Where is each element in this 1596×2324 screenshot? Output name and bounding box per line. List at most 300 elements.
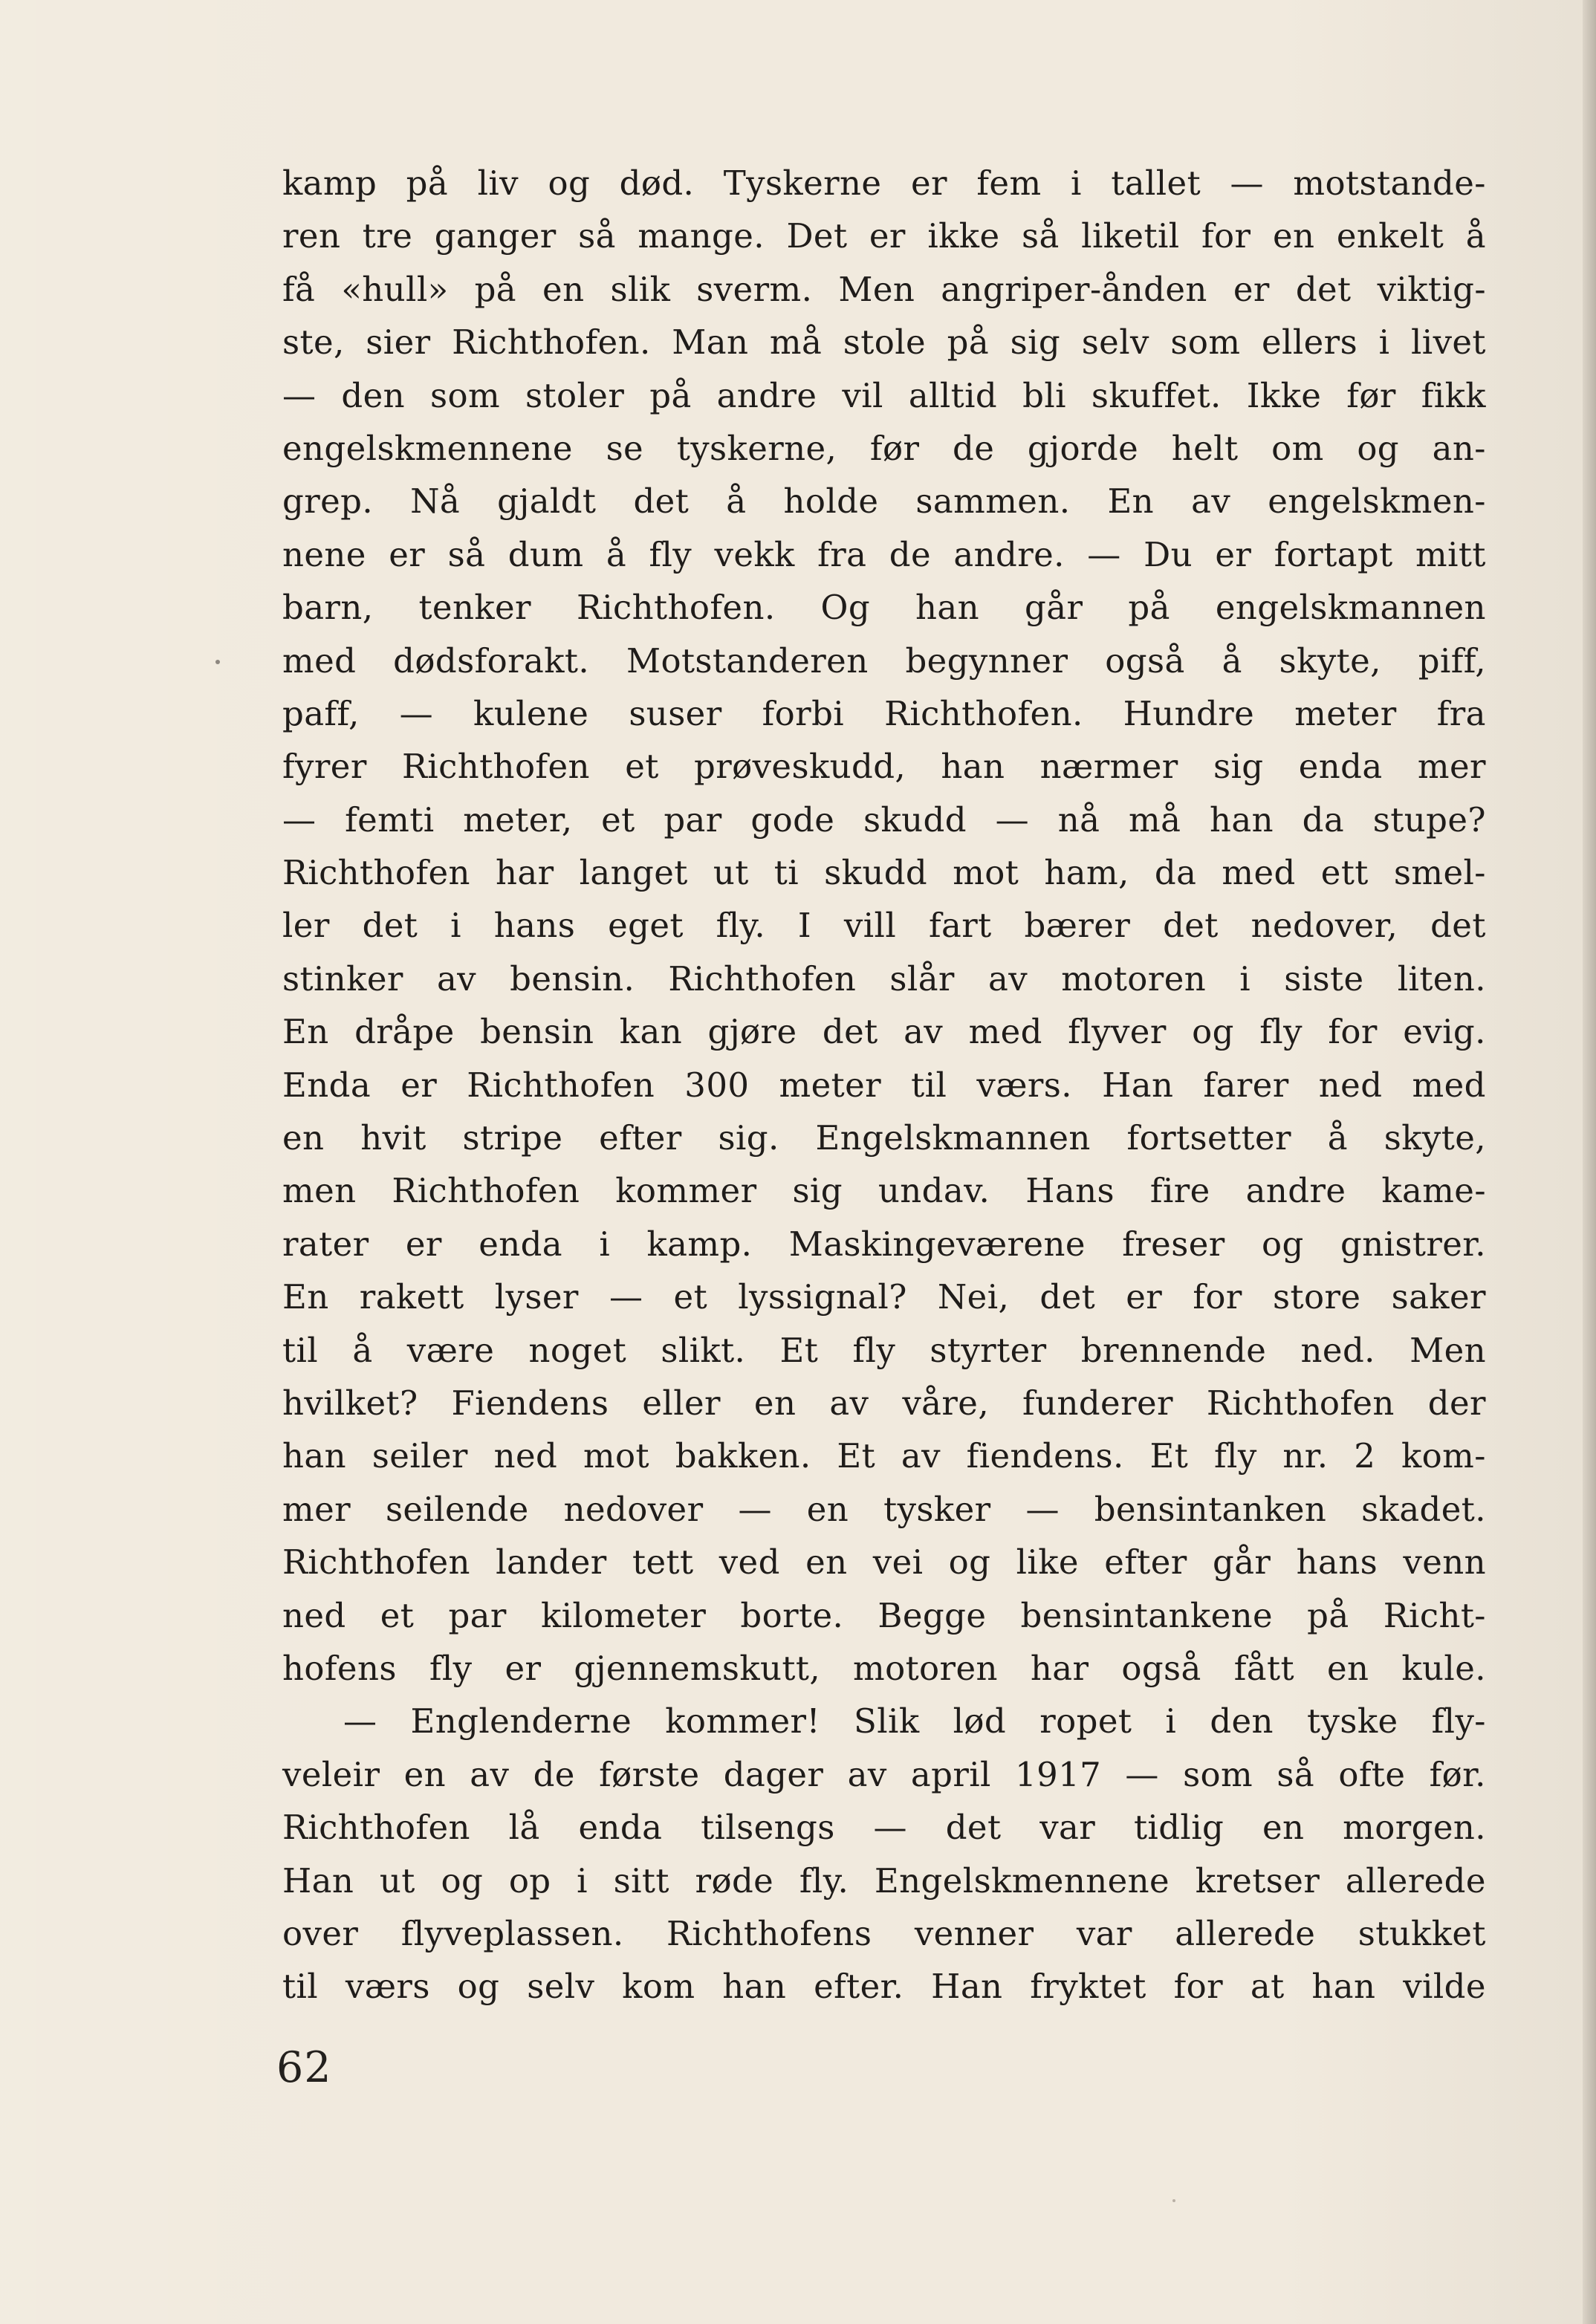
word: lyser xyxy=(494,1277,579,1317)
word: paff, xyxy=(282,693,360,733)
word: Begge xyxy=(878,1595,987,1635)
word: ste, xyxy=(282,322,345,363)
word: meter xyxy=(1294,693,1397,733)
word: enkelt xyxy=(1336,216,1444,256)
word: ut xyxy=(379,1860,415,1901)
word: Slik xyxy=(854,1701,920,1742)
word: Og xyxy=(820,588,871,628)
word: enda xyxy=(578,1808,663,1848)
word: Richthofen xyxy=(282,1808,470,1848)
word: vill xyxy=(843,906,897,946)
word: nene xyxy=(282,534,366,574)
word: tyskerne, xyxy=(676,428,837,468)
word: stupe? xyxy=(1372,799,1486,840)
text-line xyxy=(282,899,1486,952)
word: alltid xyxy=(908,375,998,415)
word: som xyxy=(1170,322,1241,363)
word: veleir xyxy=(282,1754,380,1794)
word: hans xyxy=(1296,1542,1378,1583)
word: av xyxy=(436,958,476,999)
word: over xyxy=(282,1913,359,1953)
word: eller xyxy=(642,1383,721,1423)
word: an- xyxy=(1432,428,1486,468)
word: så xyxy=(1021,216,1060,256)
word: av xyxy=(901,1436,941,1476)
word: de xyxy=(953,428,995,468)
word: Han xyxy=(282,1860,354,1901)
word: mer xyxy=(282,1489,351,1529)
text-line xyxy=(282,1059,1486,1111)
word: for xyxy=(1328,1012,1378,1052)
word: — xyxy=(399,693,434,733)
word: av xyxy=(829,1383,869,1423)
text-line xyxy=(282,422,1486,475)
text-line xyxy=(282,793,1486,846)
word: fly xyxy=(1259,1012,1303,1052)
word: tenker xyxy=(418,588,531,628)
word: bensin. xyxy=(510,958,635,999)
word: selv xyxy=(527,1967,595,2007)
word: ropet xyxy=(1039,1701,1132,1742)
word: i xyxy=(450,906,461,946)
word: med xyxy=(282,640,357,681)
text-line xyxy=(282,1218,1486,1270)
page-edge-shadow xyxy=(1583,0,1596,2324)
word: lå xyxy=(508,1808,540,1848)
word: saker xyxy=(1391,1277,1486,1317)
word: gjennemskutt, xyxy=(574,1648,821,1688)
word: Richthofen xyxy=(282,1542,470,1583)
word: venn xyxy=(1403,1542,1486,1583)
body-text xyxy=(282,157,1486,2013)
text-line xyxy=(282,1005,1486,1058)
word: å xyxy=(352,1330,373,1370)
word: sitt xyxy=(613,1860,669,1901)
word: Maskingeværene xyxy=(788,1224,1086,1264)
word: dager xyxy=(723,1754,824,1794)
word: fikk xyxy=(1421,375,1486,415)
word: det xyxy=(633,481,690,522)
word: er xyxy=(1233,269,1270,309)
word: undav. xyxy=(878,1171,990,1211)
word: kule. xyxy=(1401,1648,1486,1688)
word: ler xyxy=(282,906,330,946)
page-number: 62 xyxy=(276,2043,332,2092)
word: å xyxy=(1465,216,1486,256)
word: som xyxy=(1183,1754,1253,1794)
word: går xyxy=(1212,1542,1271,1583)
word: det xyxy=(1295,269,1352,309)
word: angriper-ånden xyxy=(941,269,1207,309)
word: en xyxy=(805,1542,848,1583)
word: fem xyxy=(976,163,1042,203)
word: suser xyxy=(629,693,722,733)
word: en xyxy=(542,269,585,309)
word: par xyxy=(448,1595,507,1635)
word: hvit xyxy=(360,1118,426,1158)
text-line xyxy=(282,1748,1486,1801)
text-line xyxy=(282,1960,1486,2013)
word: der xyxy=(1427,1383,1486,1423)
word: bakken. xyxy=(675,1436,811,1476)
word: fortsetter xyxy=(1126,1118,1291,1158)
word: men xyxy=(282,1171,357,1211)
word: Men xyxy=(1410,1330,1486,1370)
word: 300 xyxy=(684,1065,750,1105)
word: engelskmannen xyxy=(1215,588,1486,628)
word: like xyxy=(1016,1542,1079,1583)
word: Motstanderen xyxy=(626,640,869,681)
word: mot xyxy=(953,853,1019,893)
word: den xyxy=(1210,1701,1274,1742)
word: ofte xyxy=(1338,1754,1406,1794)
word: som xyxy=(430,375,501,415)
word: i xyxy=(1239,958,1251,999)
word: — xyxy=(609,1277,643,1317)
word: mitt xyxy=(1415,534,1486,574)
word: stukket xyxy=(1357,1913,1486,1953)
word: før xyxy=(869,428,920,468)
word: han xyxy=(1311,1967,1376,2007)
word: gjøre xyxy=(707,1012,797,1052)
word: liv xyxy=(477,163,519,203)
word: hofens xyxy=(282,1648,397,1688)
word: gjaldt xyxy=(497,481,597,522)
word: mange. xyxy=(638,216,765,256)
word: for xyxy=(1201,216,1251,256)
word: for xyxy=(1173,1967,1224,2007)
word: å xyxy=(1327,1118,1348,1158)
word: av xyxy=(988,958,1028,999)
word: — xyxy=(282,799,317,840)
word: Richthofens xyxy=(666,1913,872,1953)
word: motstande- xyxy=(1293,163,1486,203)
word: er xyxy=(869,216,906,256)
text-line xyxy=(282,687,1486,740)
word: i xyxy=(1071,163,1082,203)
word: er xyxy=(505,1648,542,1688)
word: til xyxy=(911,1065,947,1105)
word: meter xyxy=(779,1065,882,1105)
word: Et xyxy=(779,1330,819,1370)
word: en xyxy=(1262,1808,1305,1848)
word: Richthofen xyxy=(402,747,590,787)
word: motoren xyxy=(853,1648,998,1688)
word: efter xyxy=(599,1118,682,1158)
text-line xyxy=(282,1907,1486,1960)
word: venner xyxy=(914,1913,1034,1953)
word: kame- xyxy=(1381,1171,1486,1211)
word: styrter xyxy=(930,1330,1047,1370)
word: I xyxy=(797,906,812,946)
word: flyver xyxy=(1068,1012,1167,1052)
word: gjorde xyxy=(1027,428,1139,468)
paper-speck xyxy=(1172,2199,1175,2202)
word: det xyxy=(1039,1277,1096,1317)
word: op xyxy=(508,1860,551,1901)
word: ikke xyxy=(927,216,1000,256)
word: Hans xyxy=(1025,1171,1115,1211)
word: fått xyxy=(1233,1648,1295,1688)
word: vei xyxy=(872,1542,924,1583)
word: Ikke xyxy=(1246,375,1322,415)
word: kom xyxy=(622,1967,695,2007)
word: var xyxy=(1076,1913,1132,1953)
word: og xyxy=(441,1860,484,1901)
word: evig. xyxy=(1403,1012,1486,1052)
word: fly. xyxy=(716,906,766,946)
word: gode xyxy=(750,799,835,840)
text-line xyxy=(282,263,1486,316)
word: det xyxy=(945,1808,1002,1848)
word: han xyxy=(1209,799,1274,840)
word: en xyxy=(403,1754,447,1794)
word: lyssignal? xyxy=(738,1277,907,1317)
word: seiler xyxy=(372,1436,468,1476)
word: i xyxy=(1165,1701,1177,1742)
text-line xyxy=(282,1164,1486,1217)
word: livet xyxy=(1411,322,1486,363)
word: vil xyxy=(842,375,883,415)
word: ett xyxy=(1320,853,1369,893)
word: mot xyxy=(583,1436,649,1476)
word: Tyskerne xyxy=(723,163,882,203)
word: brennende xyxy=(1080,1330,1267,1370)
word: kamp. xyxy=(646,1224,753,1264)
word: femti xyxy=(345,799,435,840)
word: har xyxy=(1030,1648,1089,1688)
word: fyrer xyxy=(282,747,367,787)
word: fly- xyxy=(1431,1701,1486,1742)
word: gnistrer. xyxy=(1340,1224,1486,1264)
text-line xyxy=(282,581,1486,634)
word: sier xyxy=(366,322,431,363)
word: funderer xyxy=(1022,1383,1173,1423)
word: lød xyxy=(953,1701,1007,1742)
word: en xyxy=(1272,216,1315,256)
word: skyte, xyxy=(1279,640,1381,681)
word: et xyxy=(673,1277,708,1317)
word: skudd xyxy=(824,853,928,893)
word: fire xyxy=(1149,1171,1210,1211)
word: fiendens. xyxy=(966,1436,1124,1476)
word: ham, xyxy=(1044,853,1129,893)
word: værs. xyxy=(976,1065,1073,1105)
word: sig xyxy=(1010,322,1061,363)
word: et xyxy=(625,747,659,787)
word: med xyxy=(1222,853,1296,893)
word: det xyxy=(822,1012,878,1052)
word: en xyxy=(753,1383,797,1423)
word: Man xyxy=(672,322,749,363)
word: Englenderne xyxy=(410,1701,632,1742)
word: det xyxy=(362,906,418,946)
word: kommer xyxy=(615,1171,757,1211)
word: og xyxy=(1357,428,1400,468)
text-line xyxy=(282,952,1486,1005)
word: for xyxy=(1193,1277,1242,1317)
text-line xyxy=(282,634,1486,687)
text-line xyxy=(282,1324,1486,1377)
word: er xyxy=(389,534,426,574)
word: allerede xyxy=(1175,1913,1316,1953)
text-line xyxy=(282,1801,1486,1854)
word: selv xyxy=(1081,322,1149,363)
text-line xyxy=(282,369,1486,422)
word: våre, xyxy=(902,1383,990,1423)
word: å xyxy=(726,481,747,522)
word: Richthofen. xyxy=(884,693,1083,733)
word: andre. xyxy=(953,534,1065,574)
word: nærmer xyxy=(1039,747,1178,787)
text-line xyxy=(282,528,1486,581)
word: Nei, xyxy=(937,1277,1010,1317)
word: Han xyxy=(931,1967,1003,2007)
word: eget xyxy=(608,906,684,946)
word: flyveplassen. xyxy=(400,1913,624,1953)
word: par xyxy=(664,799,722,840)
word: stinker xyxy=(282,958,403,999)
word: bensintankene xyxy=(1020,1595,1274,1635)
word: barn, xyxy=(282,588,374,628)
text-line xyxy=(282,1854,1486,1907)
word: farer xyxy=(1203,1065,1289,1105)
word: kamp xyxy=(282,163,377,203)
word: har xyxy=(495,853,554,893)
word: bli xyxy=(1022,375,1066,415)
word: til xyxy=(282,1967,319,2007)
word: borte. xyxy=(740,1595,844,1635)
word: ren xyxy=(282,216,341,256)
word: skadet. xyxy=(1361,1489,1486,1529)
word: og xyxy=(1261,1224,1304,1264)
word: Richthofen xyxy=(1206,1383,1395,1423)
word: rakett xyxy=(359,1277,464,1317)
word: på xyxy=(947,322,990,363)
word: en xyxy=(806,1489,849,1529)
word: se xyxy=(606,428,644,468)
text-line xyxy=(282,1695,1486,1747)
word: sig xyxy=(1213,747,1264,787)
word: Fiendens xyxy=(451,1383,609,1423)
word: stripe xyxy=(462,1118,563,1158)
word: er xyxy=(910,163,947,203)
word: ut xyxy=(713,853,749,893)
word: Han xyxy=(1102,1065,1174,1105)
word: andre xyxy=(1245,1171,1346,1211)
word: enda xyxy=(1298,747,1383,787)
word: Engelskmannen xyxy=(815,1118,1091,1158)
word: få xyxy=(282,269,316,309)
text-line xyxy=(282,1536,1486,1588)
word: forbi xyxy=(762,693,845,733)
word: tallet xyxy=(1111,163,1201,203)
word: allerede xyxy=(1345,1860,1486,1901)
text-line xyxy=(282,210,1486,262)
word: fortapt xyxy=(1274,534,1393,574)
word: bensintanken xyxy=(1094,1489,1327,1529)
word: han xyxy=(941,747,1005,787)
text-line xyxy=(282,316,1486,369)
word: Richthofen xyxy=(467,1065,655,1105)
word: ned xyxy=(1318,1065,1383,1105)
word: Richthofen xyxy=(392,1171,580,1211)
word: liten. xyxy=(1397,958,1486,999)
word: i xyxy=(577,1860,588,1901)
word: bærer xyxy=(1024,906,1131,946)
word: et xyxy=(601,799,635,840)
word: Richthofen. xyxy=(452,322,651,363)
word: slår xyxy=(889,958,955,999)
word: og xyxy=(948,1542,991,1583)
word: må xyxy=(1129,799,1181,840)
word: å xyxy=(606,534,627,574)
word: ned xyxy=(493,1436,558,1476)
word: grep. xyxy=(282,481,374,522)
word: så xyxy=(447,534,486,574)
word: ellers xyxy=(1262,322,1358,363)
word: smel- xyxy=(1393,853,1486,893)
word: så xyxy=(1277,1754,1315,1794)
word: før xyxy=(1346,375,1396,415)
word: Richthofen xyxy=(282,853,470,893)
word: fly xyxy=(649,534,692,574)
word: tilsengs xyxy=(701,1808,835,1848)
word: sig. xyxy=(718,1118,779,1158)
word: de xyxy=(533,1754,575,1794)
word: ved xyxy=(718,1542,780,1583)
text-line xyxy=(282,157,1486,210)
word: er xyxy=(1215,534,1252,574)
word: fly xyxy=(429,1648,473,1688)
word: sverm. xyxy=(696,269,813,309)
word: Et xyxy=(837,1436,876,1476)
word: En xyxy=(1107,481,1155,522)
word: av xyxy=(1191,481,1231,522)
word: et xyxy=(380,1595,415,1635)
word: Richt- xyxy=(1383,1595,1486,1635)
word: så xyxy=(578,216,616,256)
word: Hundre xyxy=(1123,693,1255,733)
word: det xyxy=(1163,906,1219,946)
word: og xyxy=(457,1967,500,2007)
word: skudd xyxy=(863,799,967,840)
word: av xyxy=(847,1754,887,1794)
word: på xyxy=(649,375,692,415)
word: — xyxy=(1125,1754,1159,1794)
word: Et xyxy=(1149,1436,1189,1476)
word: bensin xyxy=(480,1012,594,1052)
word: En xyxy=(282,1277,329,1317)
word: meter, xyxy=(463,799,573,840)
word: er xyxy=(400,1065,438,1105)
word: mer xyxy=(1417,747,1486,787)
word: prøveskudd, xyxy=(693,747,906,787)
word: siste xyxy=(1284,958,1364,999)
word: ned xyxy=(282,1595,346,1635)
word: stoler xyxy=(525,375,625,415)
word: værs xyxy=(345,1967,430,2007)
text-line xyxy=(282,1111,1486,1164)
word: Engelskmennene xyxy=(874,1860,1170,1901)
text-line xyxy=(282,1642,1486,1695)
word: nå xyxy=(1057,799,1100,840)
word: — xyxy=(1230,163,1264,203)
word: han xyxy=(915,588,980,628)
word: hvilket? xyxy=(282,1383,418,1423)
word: skyte, xyxy=(1383,1118,1486,1158)
word: noget xyxy=(528,1330,627,1370)
